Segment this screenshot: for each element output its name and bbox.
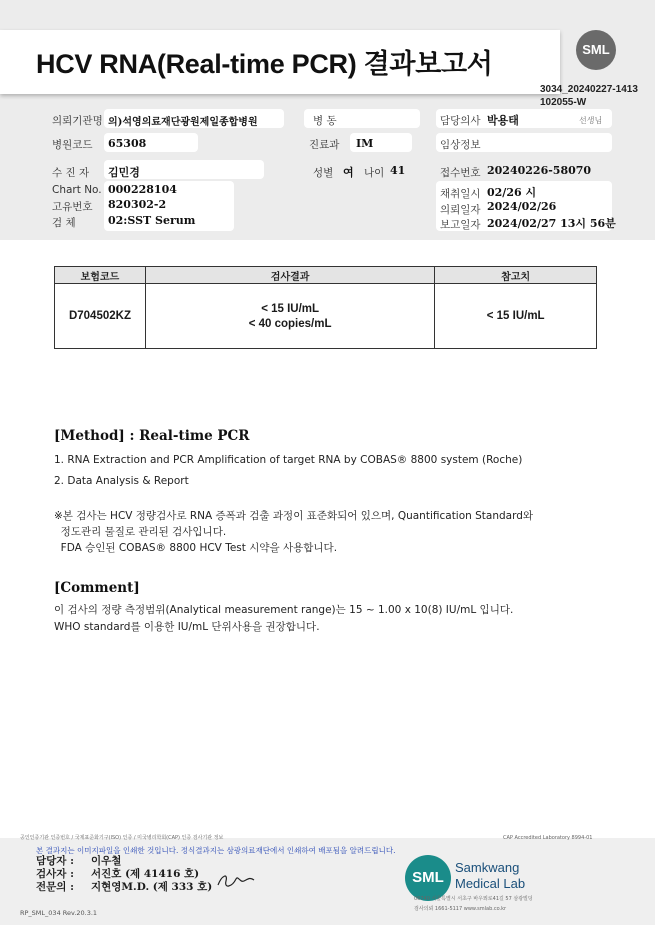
reporter-label: 담당자 :	[36, 855, 74, 867]
recipient-label: 수 진 자	[52, 167, 90, 179]
collection-date-label: 채취일시	[440, 188, 481, 200]
hospital-code-label: 병원코드	[52, 139, 93, 151]
chart-no-value: 000228104	[108, 183, 177, 196]
footer-notice: 본 결과지는 이미지파일을 인쇄한 것입니다. 정식결과지는 삼광의료재단에서 인쇄하여 배포됨을 알려드립니다.	[36, 846, 396, 855]
comment-line-1: 이 검사의 정량 측정범위(Analytical measurement range)는 15 ~ 1.00 x 10(8) IU/mL 입니다.	[54, 604, 514, 616]
request-date-label: 의뢰일자	[440, 204, 481, 216]
method-heading: [Method] : Real-time PCR	[54, 428, 250, 444]
sex-value: 여	[343, 166, 354, 179]
result-iu-value: < 15 IU/mL	[261, 302, 320, 315]
sml-logo-icon: SML	[576, 30, 616, 70]
reference-header: 참고치	[435, 267, 597, 284]
reference-cell: < 15 IU/mL	[435, 284, 597, 349]
doc-number-line2: 102055-W	[540, 97, 587, 108]
form-code: RP_SML_034 Rev.20.3.1	[20, 909, 98, 917]
comment-line-2: WHO standard를 이용한 IU/mL 단위사용을 권장합니다.	[54, 621, 320, 633]
age-value: 41	[390, 164, 406, 177]
unique-no-label: 고유번호	[52, 201, 93, 213]
institution-value: 의)석영의료재단광원제일종합병원	[108, 117, 258, 128]
sex-label: 성별	[313, 167, 334, 179]
reporter-name: 이우철	[91, 855, 122, 867]
request-date-value: 2024/02/26	[487, 200, 557, 213]
receipt-no-label: 접수번호	[440, 167, 481, 179]
report-date-value: 2024/02/27 13시 56분	[487, 217, 616, 230]
chart-no-label: Chart No.	[52, 184, 102, 196]
doctor-label: 담당의사	[440, 115, 481, 127]
lab-address: 06740 서울특별시 서초구 바우뫼로41길 57 삼광빌딩	[414, 896, 533, 902]
method-note-line-2: 정도관리 물질로 관리된 검사입니다.	[54, 526, 227, 538]
doc-number-line1: 3034_20240227-1413	[540, 84, 638, 95]
method-note-line-3: FDA 승인된 COBAS® 8800 HCV Test 시약을 사용합니다.	[54, 542, 338, 554]
ward-label: 병 동	[313, 115, 337, 127]
table-row	[55, 284, 597, 349]
department-label: 진료과	[309, 139, 340, 151]
recipient-value: 김민경	[108, 166, 140, 179]
method-item-2: 2. Data Analysis & Report	[54, 475, 189, 487]
method-note-line-1: ※본 검사는 HCV 정량검사로 RNA 증폭과 검출 과정이 표준화되어 있으며, Quantification Standard와	[54, 510, 534, 522]
institution-label: 의뢰기관명	[52, 115, 103, 127]
tester-name: 서진호 (제 41416 호)	[91, 868, 200, 880]
result-copies-value: < 40 copies/mL	[248, 317, 332, 330]
collection-date-value: 02/26 시	[487, 186, 537, 199]
lab-name-line2: Medical Lab	[455, 876, 526, 891]
specialist-label: 전문의 :	[36, 881, 74, 893]
report-title: HCV RNA(Real-time PCR) 결과보고서	[36, 49, 493, 79]
unique-no-value: 820302-2	[108, 198, 167, 211]
specialist-name: 지현영M.D. (제 333 호)	[91, 881, 213, 893]
department-value: IM	[356, 137, 374, 150]
age-label: 나이	[364, 167, 385, 179]
accreditation-line: 공인인증기관 인증번호 / 국제표준화기구(ISO) 인증 / 미국병리학회(CAP) 인증 검사기관 정보	[20, 835, 224, 841]
result-table-header-row	[55, 267, 597, 284]
lab-name-line1: Samkwang	[455, 860, 520, 875]
lab-logo-text: SML	[412, 869, 444, 886]
result-table	[54, 266, 597, 349]
comment-heading: [Comment]	[54, 580, 140, 596]
specimen-label: 검 체	[52, 217, 76, 229]
specimen-value: 02:SST Serum	[108, 214, 196, 227]
doctor-value: 박용태	[487, 114, 519, 127]
insurance-code-cell: D704502KZ	[55, 284, 146, 349]
method-item-1: 1. RNA Extraction and PCR Amplification of target RNA by COBAS® 8800 system (Roche)	[54, 454, 523, 466]
hospital-code-value: 65308	[108, 137, 147, 150]
result-cell	[145, 284, 434, 349]
tester-label: 검사자 :	[36, 868, 74, 880]
lab-contact: 검사의뢰 1661-5117 www.smlab.co.kr	[414, 906, 507, 912]
report-date-label: 보고일자	[440, 219, 481, 231]
signature-icon	[216, 871, 256, 889]
insurance-code-header: 보험코드	[55, 267, 146, 284]
cap-accreditation: CAP Accredited Laboratory 8994-01	[503, 835, 593, 841]
clinical-info-label: 임상정보	[440, 139, 481, 151]
doctor-suffix: 선생님	[579, 116, 603, 125]
receipt-no-value: 20240226-58070	[487, 164, 592, 177]
result-header: 검사결과	[145, 267, 434, 284]
